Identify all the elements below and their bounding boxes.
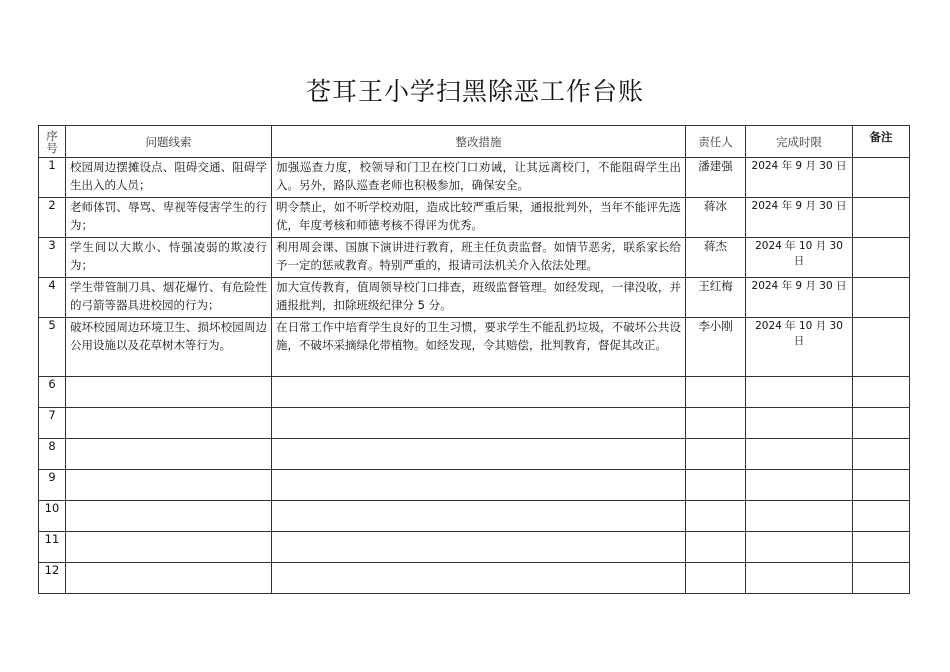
table-row — [39, 238, 910, 278]
cell-issue: 老师体罚、辱骂、卑视等侵害学生的行为； — [66, 198, 272, 238]
cell-note — [853, 439, 910, 470]
cell-issue: 破坏校园周边环境卫生、损坏校园周边公用设施以及花草树木等行为。 — [66, 318, 272, 377]
work-ledger-table — [38, 125, 910, 594]
cell-measure — [272, 408, 686, 439]
cell-issue — [66, 377, 272, 408]
cell-deadline: 2024 年 9 月 30 日 — [746, 158, 853, 198]
cell-note — [853, 278, 910, 318]
cell-owner: 蒋杰 — [686, 238, 746, 278]
table-row — [39, 278, 910, 318]
cell-owner — [686, 439, 746, 470]
cell-owner — [686, 563, 746, 594]
cell-seq: 2 — [39, 198, 66, 238]
cell-owner: 王红梅 — [686, 278, 746, 318]
cell-note — [853, 318, 910, 377]
header-seq: 序号 — [39, 126, 66, 158]
cell-issue: 学生带管制刀具、烟花爆竹、有危险性的弓箭等器具进校园的行为； — [66, 278, 272, 318]
header-owner: 责任人 — [686, 126, 746, 158]
cell-seq: 8 — [39, 439, 66, 470]
cell-deadline — [746, 408, 853, 439]
cell-measure — [272, 563, 686, 594]
cell-owner — [686, 470, 746, 501]
cell-measure — [272, 470, 686, 501]
table-row — [39, 377, 910, 408]
cell-issue: 学生间以大欺小、恃强凌弱的欺凌行为； — [66, 238, 272, 278]
table-row — [39, 158, 910, 198]
cell-issue — [66, 532, 272, 563]
cell-measure — [272, 439, 686, 470]
cell-owner — [686, 532, 746, 563]
cell-seq: 6 — [39, 377, 66, 408]
table-row — [39, 408, 910, 439]
table-row — [39, 198, 910, 238]
cell-seq: 1 — [39, 158, 66, 198]
header-measure: 整改措施 — [272, 126, 686, 158]
cell-owner: 蒋冰 — [686, 198, 746, 238]
cell-seq: 7 — [39, 408, 66, 439]
cell-issue: 校园周边摆摊设点、阻碍交通、阻碍学生出入的人员； — [66, 158, 272, 198]
cell-deadline: 2024 年 10 月 30 日 — [746, 238, 853, 278]
cell-deadline: 2024 年 9 月 30 日 — [746, 198, 853, 238]
cell-deadline — [746, 532, 853, 563]
cell-seq: 11 — [39, 532, 66, 563]
cell-deadline — [746, 501, 853, 532]
cell-note — [853, 563, 910, 594]
table-row — [39, 318, 910, 377]
cell-issue — [66, 439, 272, 470]
cell-note — [853, 532, 910, 563]
cell-deadline — [746, 470, 853, 501]
cell-issue — [66, 408, 272, 439]
cell-seq: 9 — [39, 470, 66, 501]
header-deadline: 完成时限 — [746, 126, 853, 158]
document-title: 苍耳王小学扫黑除恶工作台账 — [305, 77, 644, 106]
cell-deadline: 2024 年 9 月 30 日 — [746, 278, 853, 318]
cell-note — [853, 198, 910, 238]
table-row — [39, 532, 910, 563]
table-row — [39, 439, 910, 470]
cell-seq: 4 — [39, 278, 66, 318]
cell-note — [853, 238, 910, 278]
header-note: 备注 — [853, 126, 910, 158]
cell-deadline — [746, 377, 853, 408]
cell-measure: 明令禁止，如不听学校劝阻，造成比较严重后果，通报批判外，当年不能评先选优，年度考核和师德考核不得评为优秀。 — [272, 198, 686, 238]
cell-issue — [66, 563, 272, 594]
cell-measure: 加大宣传教育，值周领导校门口排查，班级监督管理。如经发现，一律没收，并通报批判，扣除班级纪律分 5 分。 — [272, 278, 686, 318]
cell-measure — [272, 377, 686, 408]
cell-note — [853, 470, 910, 501]
cell-owner — [686, 501, 746, 532]
cell-deadline — [746, 563, 853, 594]
header-issue: 问题线索 — [66, 126, 272, 158]
cell-note — [853, 408, 910, 439]
cell-measure: 利用周会课、国旗下演讲进行教育，班主任负责监督。如情节恶劣，联系家长给予一定的惩戒教育。特别严重的，报请司法机关介入依法处理。 — [272, 238, 686, 278]
table-row — [39, 501, 910, 532]
cell-seq: 5 — [39, 318, 66, 377]
cell-measure — [272, 501, 686, 532]
cell-issue — [66, 470, 272, 501]
cell-note — [853, 158, 910, 198]
cell-owner — [686, 408, 746, 439]
cell-note — [853, 501, 910, 532]
cell-seq: 10 — [39, 501, 66, 532]
cell-note — [853, 377, 910, 408]
cell-issue — [66, 501, 272, 532]
table-header-row — [39, 126, 910, 158]
cell-owner: 潘建强 — [686, 158, 746, 198]
cell-owner: 李小刚 — [686, 318, 746, 377]
cell-measure: 加强巡查力度，校领导和门卫在校门口劝诫，让其远离校门，不能阻碍学生出入。另外，路队巡查老师也积极参加，确保安全。 — [272, 158, 686, 198]
cell-measure: 在日常工作中培育学生良好的卫生习惯，要求学生不能乱扔垃圾，不破坏公共设施，不破坏采摘绿化带植物。如经发现，令其赔偿，批判教育，督促其改正。 — [272, 318, 686, 377]
cell-deadline — [746, 439, 853, 470]
table-row — [39, 563, 910, 594]
cell-seq: 3 — [39, 238, 66, 278]
table-row — [39, 470, 910, 501]
cell-seq: 12 — [39, 563, 66, 594]
cell-owner — [686, 377, 746, 408]
cell-measure — [272, 532, 686, 563]
cell-deadline: 2024 年 10 月 30 日 — [746, 318, 853, 377]
